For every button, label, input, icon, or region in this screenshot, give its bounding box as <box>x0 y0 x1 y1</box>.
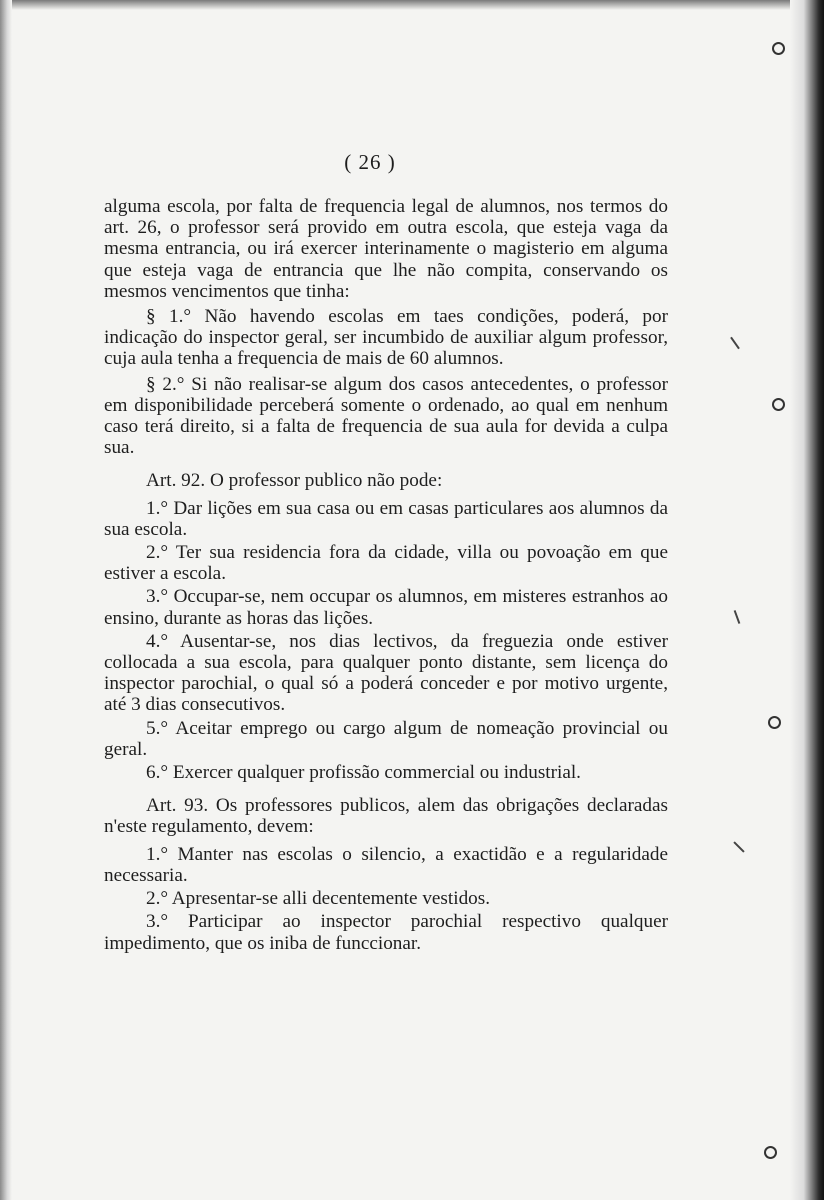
page-number: ( 26 ) <box>344 150 396 174</box>
binding-hole-mark <box>768 716 781 729</box>
binding-hole-mark <box>772 398 785 411</box>
paragraph-section-2: § 2.° Si não realisar-se algum dos casos antecedentes, o professor em disponibilidade perceberá somente o ordenado, ao qual em nenhum caso terá direito, si a falta de frequencia de sua aula for devida a culpa sua. <box>104 373 668 459</box>
article-93-item-3: 3.° Participar ao inspector parochial respectivo qualquer impedimento, que os iniba de funccionar. <box>104 911 668 954</box>
article-93-heading: Art. 93. Os professores publicos, alem das obrigações declaradas n'este regulamento, devem: <box>104 795 668 838</box>
binding-hole-mark <box>772 42 785 55</box>
page-top-edge <box>0 0 824 10</box>
paragraph-section-1: § 1.° Não havendo escolas em taes condições, poderá, por indicação do inspector geral, ser incumbido de auxiliar algum professor, cuja aula tenha a frequencia de mais de 60 alumnos. <box>104 306 668 370</box>
page-right-edge <box>790 0 824 1200</box>
binding-hole-mark <box>764 1146 777 1159</box>
article-93-item-2: 2.° Apresentar-se alli decentemente vestidos. <box>146 888 491 910</box>
page-left-edge <box>0 0 12 1200</box>
article-92-item-1: 1.° Dar lições em sua casa ou em casas particulares aos alumnos da sua escola. <box>104 497 668 540</box>
article-92-item-5: 5.° Aceitar emprego ou cargo algum de nomeação provincial ou geral. <box>104 717 668 760</box>
margin-mark <box>730 337 740 350</box>
paragraph: alguma escola, por falta de frequencia legal de alumnos, nos termos do art. 26, o professor será provido em outra escola, que esteja vaga da mesma entrancia, ou irá exercer interinamente o magisterio em alguma que esteja vaga de entrancia que lhe não compita, conservando os mesmos vencimentos que tinha: <box>104 196 668 302</box>
margin-mark <box>734 610 741 624</box>
document-body <box>104 196 668 954</box>
article-92-heading: Art. 92. O professor publico não pode: <box>146 470 443 492</box>
article-92-item-3: 3.° Occupar-se, nem occupar os alumnos, em misteres estranhos ao ensino, durante as horas das lições. <box>104 586 668 629</box>
article-92-item-2: 2.° Ter sua residencia fora da cidade, villa ou povoação em que estiver a escola. <box>104 542 668 585</box>
article-93-item-1: 1.° Manter nas escolas o silencio, a exactidão e a regularidade necessaria. <box>104 843 668 886</box>
article-92-item-4: 4.° Ausentar-se, nos dias lectivos, da freguezia onde estiver collocada a sua escola, para qualquer ponto distante, sem licença do inspector parochial, o qual só a poderá conceder e por motivo urgente, até 3 dias consecutivos. <box>104 630 668 716</box>
article-92-item-6: 6.° Exercer qualquer profissão commercial ou industrial. <box>146 762 581 784</box>
margin-mark <box>733 841 744 852</box>
